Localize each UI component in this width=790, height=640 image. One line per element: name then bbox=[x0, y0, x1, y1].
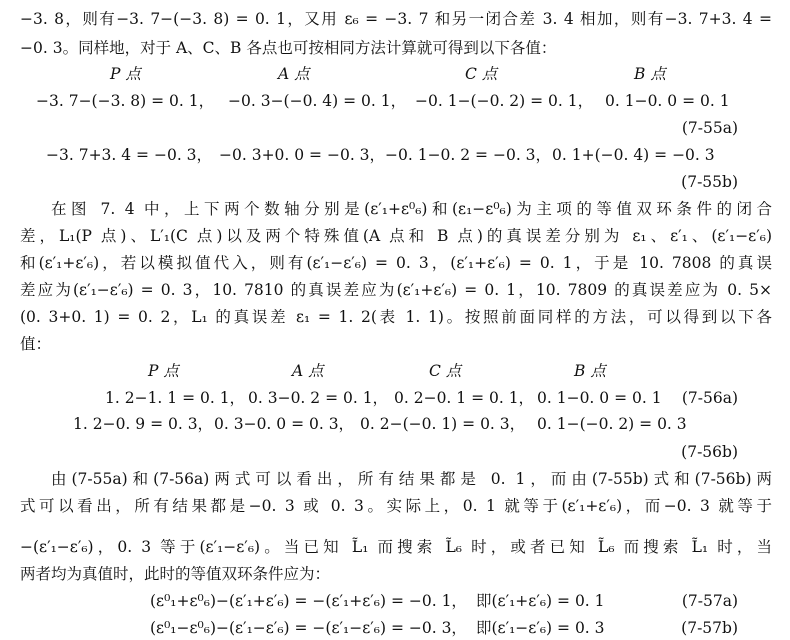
equation-number-7-56a: (7-56a) bbox=[681, 389, 738, 407]
paragraph2-line5: (0. 3+0. 1) = 0. 2，L₁ 的真误差 ε₁ = 1. 2(表 1. 1)。按照前面同样的方法，可以得到以下各 bbox=[20, 308, 772, 326]
equation-7-57a-right: 即(ε′₁+ε′₆) = 0. 1 bbox=[476, 592, 605, 610]
table2-row-b-b: 0. 1−(−0. 2) = 0. 3 bbox=[537, 415, 687, 433]
equation-number-7-56b: (7-56b) bbox=[681, 443, 738, 461]
table2-row-a-a: 0. 3−0. 2 = 0. 1， bbox=[248, 389, 389, 407]
table2-row-b-p: 1. 2−0. 9 = 0. 3， bbox=[73, 415, 214, 433]
paragraph1-line2: −0. 3。同样地，对于 A、C、B 各点也可按相同方法计算就可得到以下各值： bbox=[20, 39, 557, 57]
table1-row-a-p: −3. 7−(−3. 8) = 0. 1， bbox=[36, 92, 215, 110]
table1-header-b: B 点 bbox=[634, 65, 666, 83]
table1-row-b-p: −3. 7+3. 4 = −0. 3， bbox=[46, 146, 213, 164]
paragraph2-line1: 在图 7. 4 中，上下两个数轴分别是(ε′₁+ε⁰₆)和(ε₁−ε⁰₆)为主项的等值双环条件的闭合 bbox=[51, 200, 772, 218]
table1-header-p: P 点 bbox=[110, 65, 141, 83]
table1-header-c: C 点 bbox=[465, 65, 498, 83]
paragraph3-line1: 由(7-55a)和(7-56a)两式可以看出，所有结果都是 0. 1，而由(7-55b)式和(7-56b)两 bbox=[51, 470, 772, 488]
table2-row-b-c: 0. 2−(−0. 1) = 0. 3， bbox=[360, 415, 526, 433]
paragraph3-line2: 式可以看出，所有结果都是−0. 3 或 0. 3。实际上，0. 1 就等于(ε′₁+ε′₆)，而−0. 3 就等于 bbox=[20, 497, 772, 515]
equation-7-57a-left: (ε⁰₁+ε⁰₆)−(ε′₁+ε′₆) = −(ε′₁+ε′₆) = −0. 1， bbox=[150, 592, 467, 610]
table1-row-b-a: −0. 3+0. 0 = −0. 3， bbox=[219, 146, 386, 164]
equation-number-7-55b: (7-55b) bbox=[681, 173, 738, 191]
table1-header-a: A 点 bbox=[278, 65, 310, 83]
table2-row-a-p: 1. 2−1. 1 = 0. 1， bbox=[105, 389, 246, 407]
paragraph2-line4: 差应为(ε′₁−ε′₆) = 0. 3，10. 7810 的真误差应为(ε′₁+ε′₆) = 0. 1，10. 7809 的真误差应为 0. 5× bbox=[20, 281, 772, 299]
table2-header-p: P 点 bbox=[148, 362, 179, 380]
table2-header-b: B 点 bbox=[574, 362, 606, 380]
equation-7-57b-left: (ε⁰₁−ε⁰₆)−(ε′₁−ε′₆) = −(ε′₁−ε′₆) = −0. 3， bbox=[150, 619, 467, 637]
table2-row-a-c: 0. 2−0. 1 = 0. 1， bbox=[394, 389, 535, 407]
table2-row-b-a: 0. 3−0. 0 = 0. 3， bbox=[214, 415, 355, 433]
equation-number-7-57a: (7-57a) bbox=[681, 592, 738, 610]
paragraph2-line3: 和(ε′₁+ε′₆)，若以模拟值代入，则有(ε′₁−ε′₆) = 0. 3，(ε′₁+ε′₆) = 0. 1，于是 10. 7808 的真误 bbox=[20, 254, 772, 272]
table2-header-a: A 点 bbox=[292, 362, 324, 380]
equation-number-7-55a: (7-55a) bbox=[681, 119, 738, 137]
table1-row-a-b: 0. 1−0. 0 = 0. 1 bbox=[605, 92, 730, 110]
equation-number-7-57b: (7-57b) bbox=[681, 619, 738, 637]
table1-row-a-c: −0. 1−(−0. 2) = 0. 1， bbox=[415, 92, 594, 110]
table1-row-b-c: −0. 1−0. 2 = −0. 3， bbox=[385, 146, 552, 164]
paragraph2-line2: 差，L₁(P 点)、L′₁(C 点)以及两个特殊值(A 点和 B 点)的真误差分别为 ε₁、ε′₁、(ε′₁−ε′₆) bbox=[20, 227, 772, 245]
paragraph3-line3: −(ε′₁−ε′₆)，0. 3 等于(ε′₁−ε′₆)。当已知 L̃₁ 而搜索 L̃₆ 时，或者已知 L̃₆ 而搜索 L̃₁ 时，当 bbox=[20, 538, 772, 556]
table2-header-c: C 点 bbox=[429, 362, 462, 380]
paragraph2-line6: 值： bbox=[20, 335, 52, 353]
table1-row-b-b: 0. 1+(−0. 4) = −0. 3 bbox=[552, 146, 715, 164]
equation-7-57b-right: 即(ε′₁−ε′₆) = 0. 3 bbox=[476, 619, 605, 637]
paragraph1-line1: −3. 8，则有−3. 7−(−3. 8) = 0. 1，又用 ε₆ = −3. 7 和另一闭合差 3. 4 相加，则有−3. 7+3. 4 = bbox=[20, 10, 772, 28]
paragraph3-line4: 两者均为真值时，此时的等值双环条件应为： bbox=[20, 565, 331, 583]
table1-row-a-a: −0. 3−(−0. 4) = 0. 1， bbox=[228, 92, 407, 110]
table2-row-a-b: 0. 1−0. 0 = 0. 1 bbox=[537, 389, 662, 407]
